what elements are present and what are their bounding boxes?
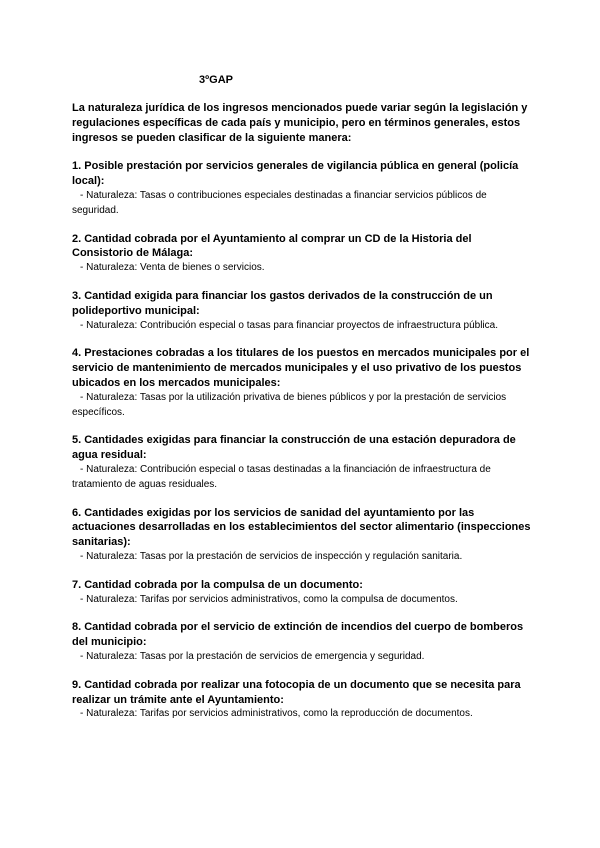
intro-paragraph: La naturaleza jurídica de los ingresos mencionados puede variar según la legislación y regulaciones específicas de cada país y municipio, pero en términos generales, estos ingresos se pueden clasificar de la siguiente manera:: [72, 102, 528, 144]
item-heading: 4. Prestaciones cobradas a los titulares de los puestos en mercados municipales por el servicio de mantenimiento de mercados municipales y el uso privativo de los puestos ubicados en los mercados municipales:: [72, 347, 530, 389]
item-heading: 2. Cantidad cobrada por el Ayuntamiento al comprar un CD de la Historia del Consistorio de Málaga:: [72, 232, 472, 260]
list-item: [72, 620, 532, 664]
item-nature: - Naturaleza: Tasas por la prestación de servicios de inspección y regulación sanitaria.: [80, 550, 463, 562]
document-title: 3ºGAP: [199, 74, 233, 86]
list-item: [72, 289, 532, 333]
item-nature: - Naturaleza: Tasas por la prestación de servicios de emergencia y seguridad.: [80, 650, 425, 662]
item-nature: - Naturaleza: Venta de bienes o servicios.: [80, 262, 265, 274]
item-heading: 8. Cantidad cobrada por el servicio de extinción de incendios del cuerpo de bomberos del municipio:: [72, 621, 524, 649]
item-heading: 1. Posible prestación por servicios generales de vigilancia pública en general (policía local):: [72, 160, 519, 188]
item-nature: - Naturaleza: Tasas o contribuciones especiales destinadas a financiar servicios públicos de seguridad.: [72, 189, 487, 216]
item-nature: - Naturaleza: Contribución especial o tasas destinadas a la financiación de infraestructura de tratamiento de aguas residuales.: [72, 463, 491, 490]
document-content: [72, 101, 532, 735]
item-nature: - Naturaleza: Tarifas por servicios administrativos, como la compulsa de documentos.: [80, 593, 458, 605]
item-nature: - Naturaleza: Contribución especial o tasas para financiar proyectos de infraestructura pública.: [80, 319, 498, 331]
item-nature: - Naturaleza: Tasas por la utilización privativa de bienes públicos y por la prestación de servicios específicos.: [72, 391, 507, 418]
item-heading: 3. Cantidad exigida para financiar los gastos derivados de la construcción de un polideportivo municipal:: [72, 289, 493, 317]
item-heading: 9. Cantidad cobrada por realizar una fotocopia de un documento que se necesita para realizar un trámite ante el Ayuntamiento:: [72, 678, 521, 706]
list-item: [72, 506, 532, 565]
item-heading: 7. Cantidad cobrada por la compulsa de un documento:: [72, 578, 363, 591]
list-item: [72, 232, 532, 276]
list-item: [72, 678, 532, 722]
item-heading: 5. Cantidades exigidas para financiar la construcción de una estación depuradora de agua residual:: [72, 434, 516, 462]
list-item: [72, 578, 532, 608]
item-nature: - Naturaleza: Tarifas por servicios administrativos, como la reproducción de documentos.: [80, 708, 473, 720]
item-heading: 6. Cantidades exigidas por los servicios de sanidad del ayuntamiento por las actuaciones desarrolladas en los establecimientos del sector alimentario (inspecciones sanitarias):: [72, 506, 531, 549]
list-item: [72, 159, 532, 218]
list-item: [72, 346, 532, 420]
list-item: [72, 433, 532, 492]
